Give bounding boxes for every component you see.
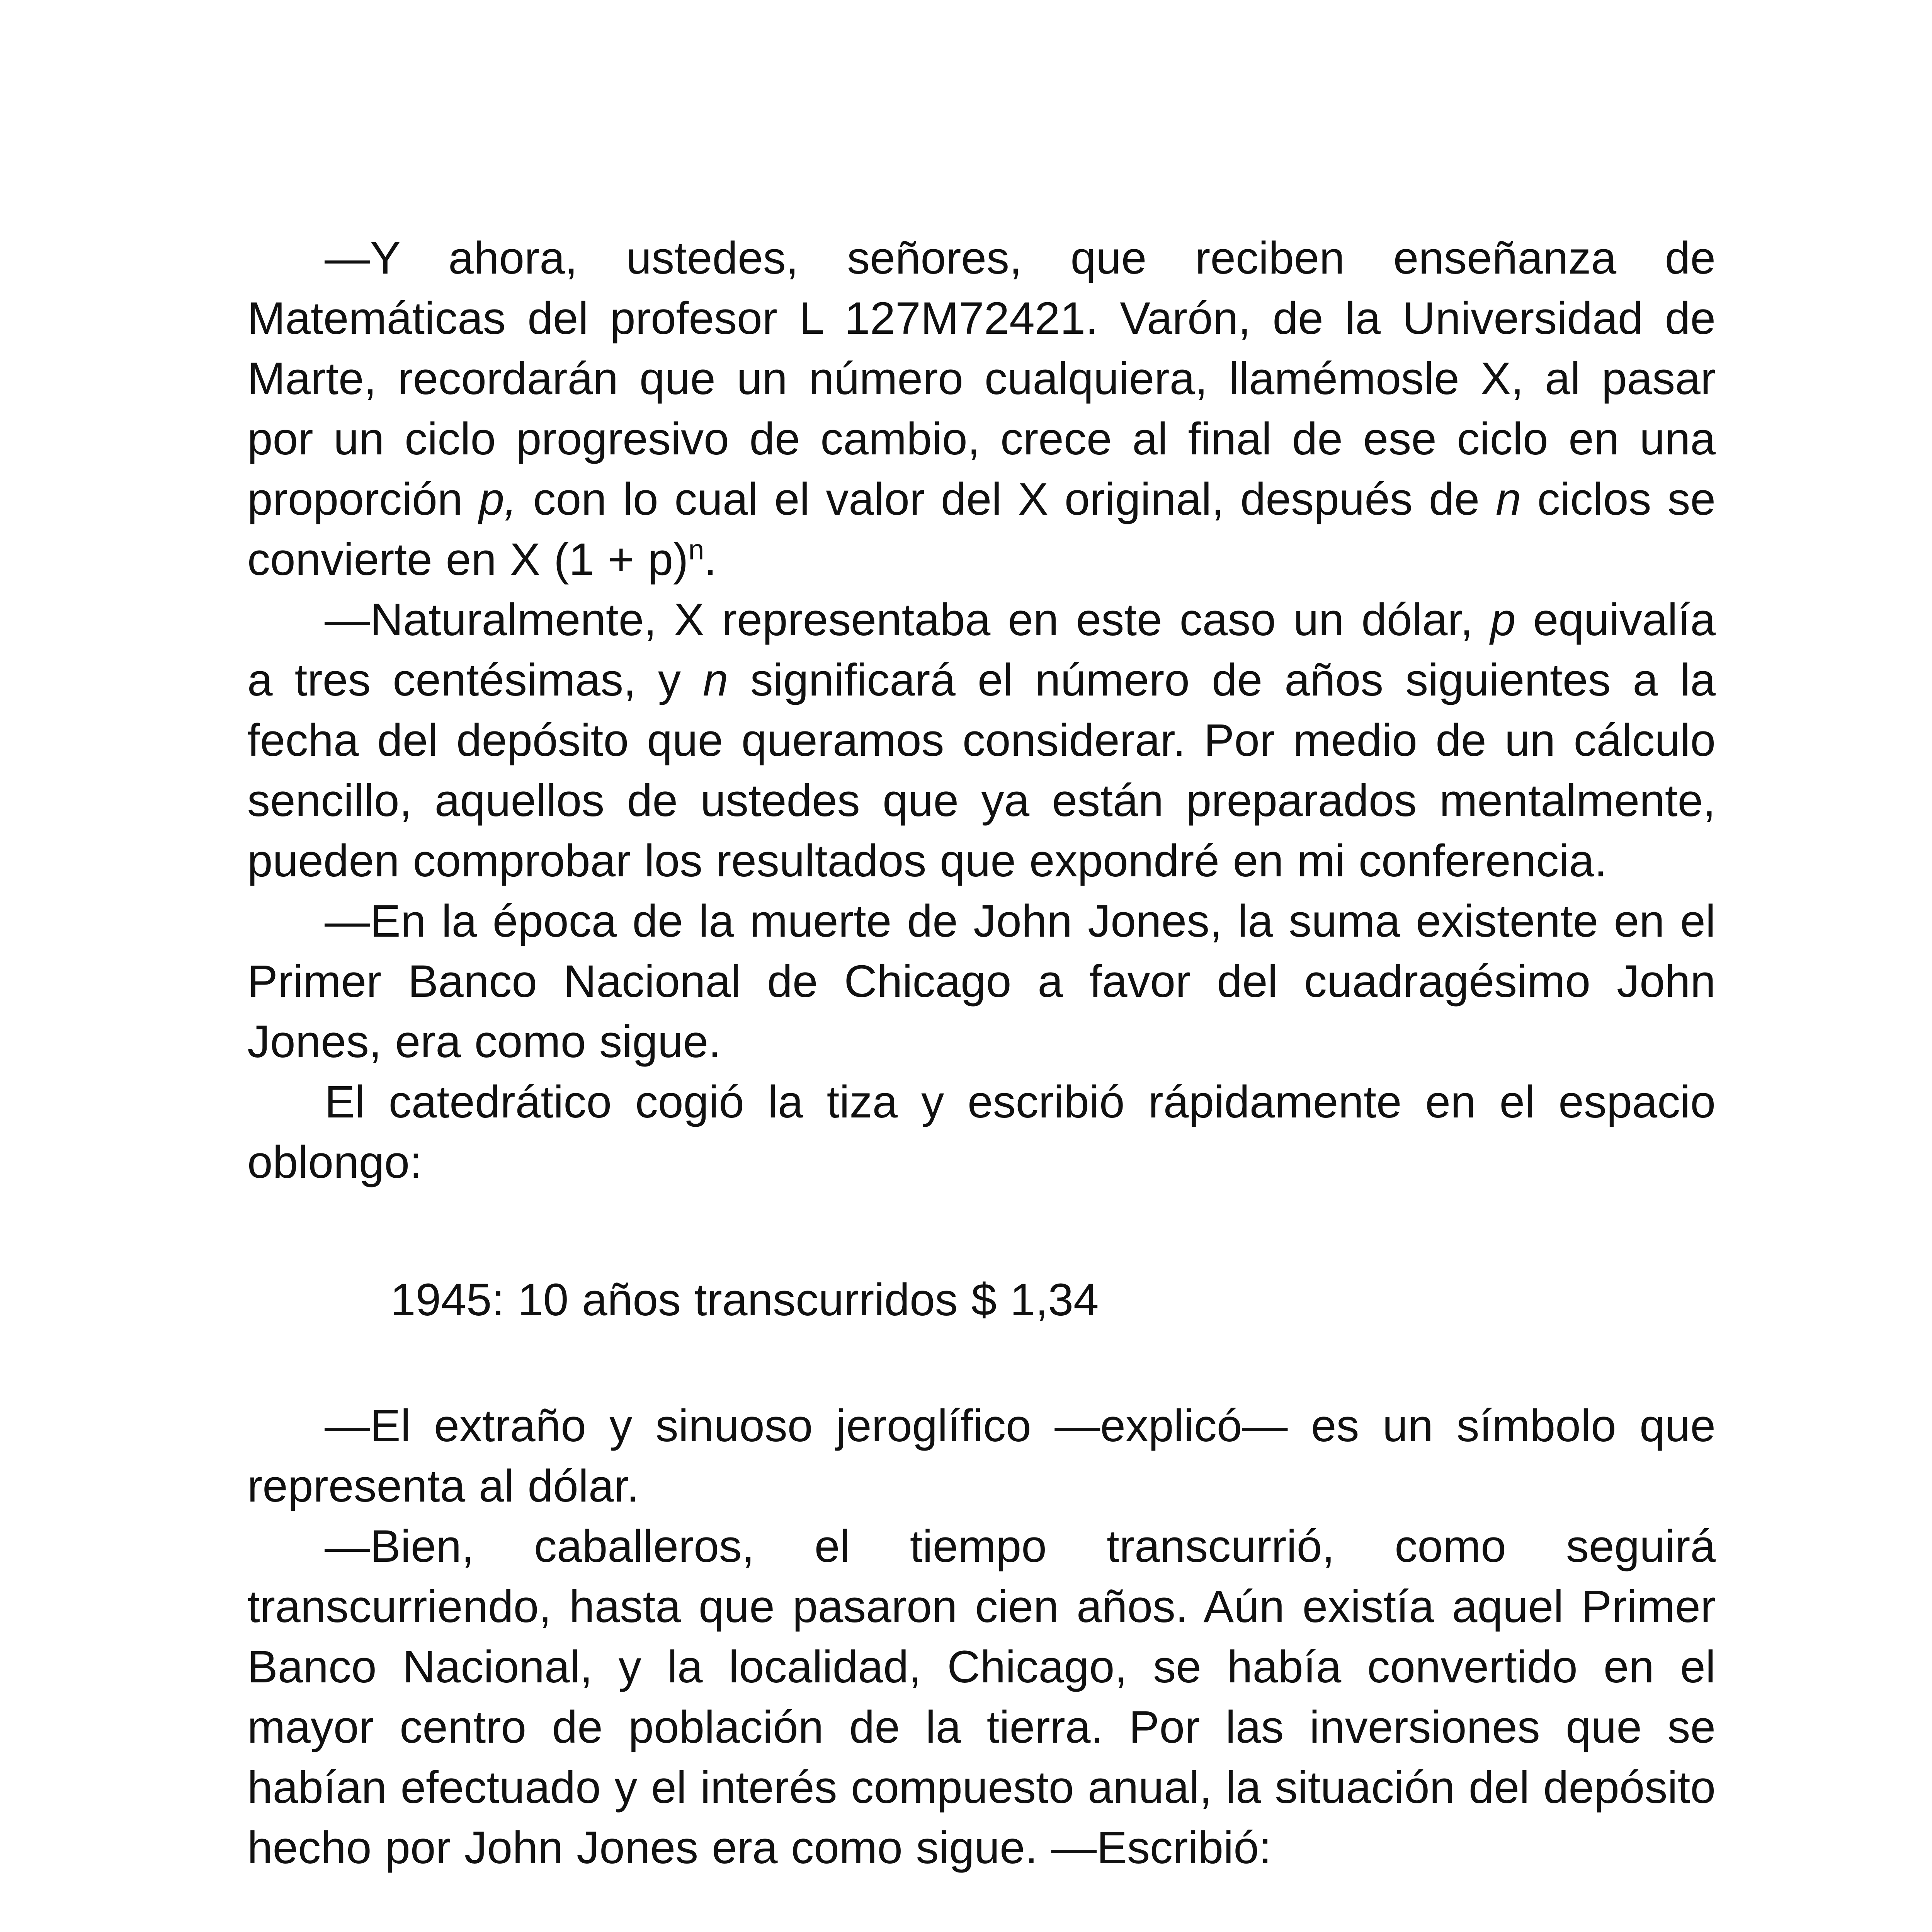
paragraph-1-text-c: ciclos se convierte en X (1 + p) [247, 474, 1716, 585]
spacer [247, 1330, 1716, 1396]
paragraph-2-text-a: —Naturalmente, X representaba en este caso un dólar, [325, 594, 1490, 645]
exponent-n: n [688, 534, 704, 566]
italic-n-variable-2: n [703, 655, 728, 706]
paragraph-3: —En la época de la muerte de John Jones, la suma existente en el Primer Banco Nacional de Chicago a favor del cuadragésimo John Jones, era como sigue. [247, 896, 1716, 1067]
page-body [247, 228, 1716, 1932]
ledger-entry-1945: 1945: 10 años transcurridos $ 1,34 [390, 1274, 1099, 1325]
italic-n-variable: n [1495, 474, 1521, 525]
paragraph-6: —Bien, caballeros, el tiempo transcurrió, como seguirá transcurriendo, hasta que pasaron cien años. Aún existía aquel Primer Banco Nacional, y la localidad, Chicago, se había convertido en el mayor centro de población de la tierra. Por las inversiones que se habían efectuado y el interés compuesto anual, la situación del depósito hecho por John Jones era como sigue. —Escribió: [247, 1521, 1716, 1873]
paragraph-4: El catedrático cogió la tiza y escribió rápidamente en el espacio oblongo: [247, 1077, 1716, 1188]
paragraph-1-text-b: con lo cual el valor del X original, después de [517, 474, 1496, 525]
paragraph-2-text-c: significará el número de años siguientes a la fecha del depósito que queramos considerar. Por medio de un cálculo sencillo, aquellos de ustedes que ya están preparados mentalmente, pueden comprobar los resultados que expondré en mi conferencia. [247, 655, 1716, 886]
paragraph-1-text-a: —Y ahora, ustedes, señores, que reciben enseñanza de Matemáticas del profesor L 127M72421. Varón, de la Universidad de Marte, recordarán que un número cualquiera, llamémosle X, al pasar por un ciclo progresivo de cambio, crece al final de ese ciclo en una proporción [247, 233, 1716, 525]
italic-p-variable: p, [479, 474, 517, 525]
italic-p-variable-2: p [1490, 594, 1516, 645]
spacer [247, 1192, 1716, 1270]
paragraph-1 [247, 228, 1716, 590]
spacer [247, 1878, 1716, 1932]
paragraph-5: —El extraño y sinuoso jeroglífico —explicó— es un símbolo que representa al dólar. [247, 1400, 1716, 1512]
paragraph-2-text-b: equivalía a tres centésimas, y [247, 594, 1716, 706]
paragraph-1-end: . [704, 534, 717, 585]
paragraph-2 [247, 590, 1716, 891]
